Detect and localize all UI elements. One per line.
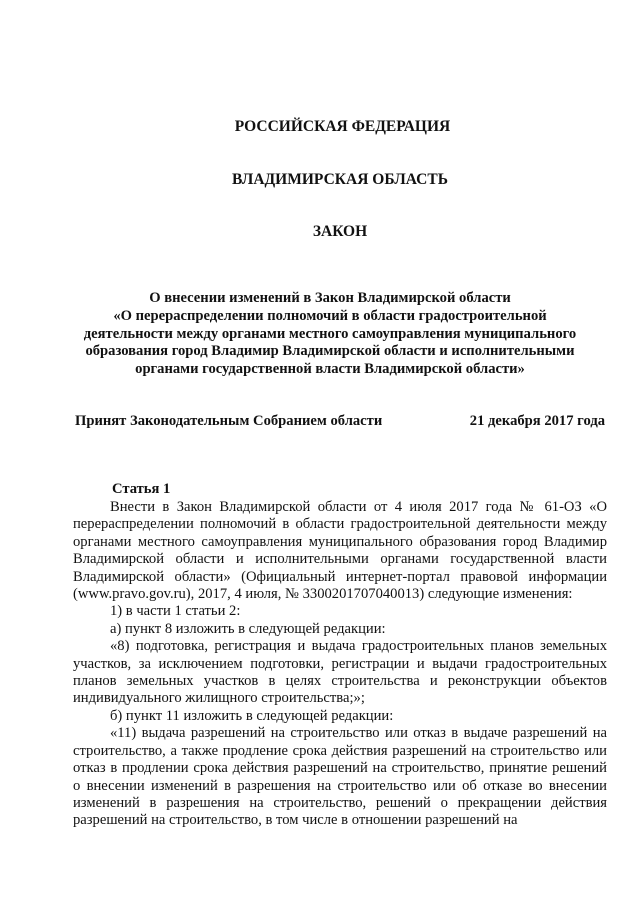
paragraph: «8) подготовка, регистрация и выдача градостроительных планов земельных участков, за исключением подготовки, регистрации и выдачи градостроительных планов земельных участков в целях строительства и реконструкции объектов индивидуального жилищного строительства;»; bbox=[73, 638, 607, 707]
paragraph: «11) выдача разрешений на строительство или отказ в выдаче разрешений на строительство, а также продление срока действия разрешений на строительство или отказ в продлении срока действия разрешений на строительство, принятие решений о внесении изменений в разрешения на строительство или об отказе во внесении изменений в разрешения на строительство, решений о прекращении действия разрешений на строительство, в том числе в отношении разрешений на bbox=[73, 725, 607, 829]
law-title-line: деятельности между органами местного самоуправления муниципального bbox=[83, 325, 577, 342]
law-title-line: образования город Владимир Владимирской области и исполнительными bbox=[85, 343, 575, 360]
paragraph: б) пункт 11 изложить в следующей редакции: bbox=[110, 707, 394, 724]
adoption-date: 21 декабря 2017 года bbox=[469, 413, 605, 429]
country-heading: РОССИЙСКАЯ ФЕДЕРАЦИЯ bbox=[234, 118, 451, 135]
document-type-heading: ЗАКОН bbox=[312, 223, 368, 240]
adopted-by: Принят Законодательным Собранием области bbox=[75, 413, 383, 429]
law-title-line: органами государственной власти Владимирской области» bbox=[135, 361, 525, 378]
adoption-line bbox=[75, 413, 605, 430]
law-title bbox=[60, 290, 600, 379]
law-title-line: «О перераспределении полномочий в области градостроительной bbox=[113, 307, 547, 324]
paragraph: Внести в Закон Владимирской области от 4 июля 2017 года № 61-ОЗ «О перераспределении полномочий в области градостроительной деятельности между органами местного самоуправления муниципального образования город Владимир Владимирской области и исполнительными органами государственной власти Владимирской области» (Официальный интернет-портал правовой информации (www.pravo.gov.ru), 2017, 4 июля, № 3300201707040013) следующие изменения: bbox=[73, 499, 607, 603]
region-heading: ВЛАДИМИРСКАЯ ОБЛАСТЬ bbox=[232, 171, 448, 188]
article-title: Статья 1 bbox=[112, 481, 171, 497]
article-body bbox=[73, 499, 607, 830]
paragraph: а) пункт 8 изложить в следующей редакции: bbox=[110, 620, 386, 637]
paragraph: 1) в части 1 статьи 2: bbox=[110, 603, 241, 620]
law-title-line: О внесении изменений в Закон Владимирской области bbox=[149, 290, 511, 306]
